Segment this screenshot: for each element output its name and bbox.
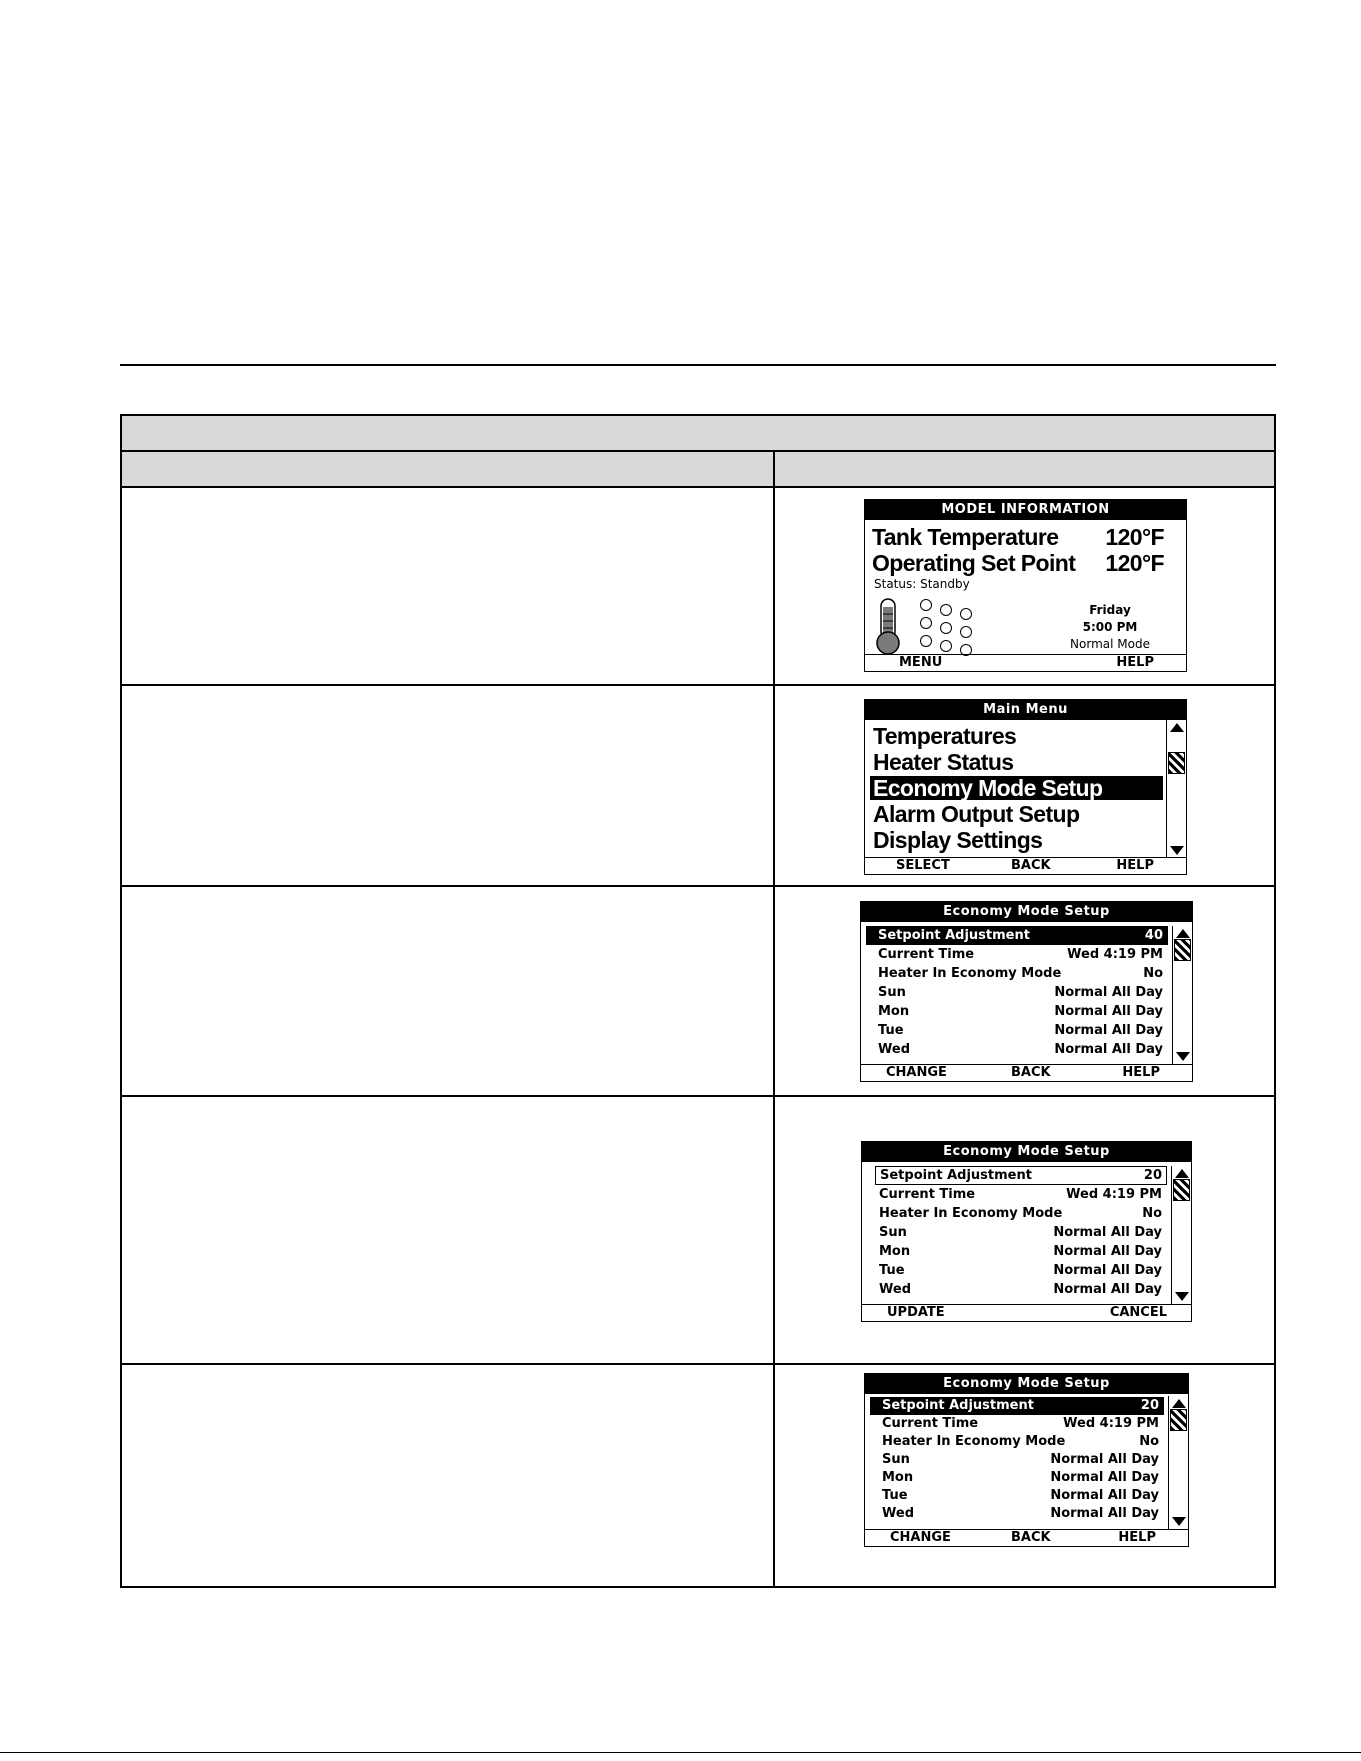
item-label: Setpoint Adjustment	[880, 1168, 1032, 1183]
item-label: Heater In Economy Mode	[878, 966, 1062, 981]
lcd-screen-main-menu	[864, 699, 1187, 875]
table-row	[122, 488, 1274, 686]
softkey-bar	[865, 654, 1186, 671]
time-text: 5:00 PM	[1082, 620, 1138, 634]
list-item-setpoint-adjustment[interactable]	[870, 1397, 1164, 1415]
step-cell	[122, 488, 775, 684]
scroll-up-icon[interactable]	[1170, 723, 1184, 732]
softkey-change[interactable]: CHANGE	[886, 1065, 947, 1080]
indicator-led-icon	[920, 599, 932, 611]
item-label: Heater In Economy Mode	[882, 1434, 1066, 1449]
scrollbar[interactable]	[1171, 1166, 1191, 1304]
item-label: Mon	[879, 1244, 911, 1259]
item-value: No	[1143, 966, 1163, 981]
procedure-table	[120, 414, 1276, 1588]
header-rule	[120, 364, 1276, 366]
header-cell-display	[775, 452, 1274, 486]
item-value: Normal All Day	[1053, 1244, 1162, 1259]
softkey-help[interactable]: HELP	[1122, 1065, 1160, 1080]
scrollbar[interactable]	[1168, 1396, 1188, 1529]
list-item[interactable]	[862, 1242, 1169, 1261]
mode-text: Normal Mode	[1070, 637, 1150, 651]
operating-setpoint-label: Operating Set Point	[872, 550, 1076, 576]
step-cell	[122, 1365, 775, 1586]
menu-item-heater-status[interactable]: Heater Status	[873, 749, 1014, 775]
item-value: No	[1139, 1434, 1159, 1449]
indicator-led-icon	[960, 608, 972, 620]
list-item[interactable]	[862, 1185, 1169, 1204]
item-label: Mon	[882, 1470, 914, 1485]
menu-item-economy-mode-setup[interactable]: Economy Mode Setup	[870, 776, 1163, 800]
table-title-bar	[122, 416, 1274, 452]
table-row	[122, 887, 1274, 1097]
item-label: Mon	[878, 1004, 910, 1019]
lcd-screen-economy-updated	[864, 1373, 1189, 1547]
item-label: Tue	[882, 1488, 908, 1503]
lcd-title: Economy Mode Setup	[862, 1142, 1191, 1162]
indicator-led-icon	[920, 635, 932, 647]
footer-rule	[0, 1752, 1361, 1753]
display-cell	[775, 1365, 1274, 1586]
list-item[interactable]	[862, 1261, 1169, 1280]
item-label: Sun	[878, 985, 906, 1000]
tank-temperature-value: 120°F	[1105, 524, 1164, 550]
item-value: 40	[1144, 928, 1163, 943]
table-row	[122, 686, 1274, 887]
softkey-bar	[865, 857, 1186, 874]
settings-list	[865, 1397, 1166, 1523]
item-value: Normal All Day	[1054, 985, 1163, 1000]
softkey-select[interactable]: SELECT	[896, 858, 950, 873]
softkey-back[interactable]: BACK	[1011, 1065, 1051, 1080]
table-row	[122, 1365, 1274, 1586]
scroll-down-icon[interactable]	[1170, 846, 1184, 855]
item-value: Normal All Day	[1050, 1470, 1159, 1485]
menu-item-alarm-output-setup[interactable]: Alarm Output Setup	[873, 801, 1080, 827]
display-cell	[775, 887, 1274, 1095]
list-item[interactable]	[861, 1002, 1170, 1021]
indicator-led-icon	[940, 604, 952, 616]
item-label: Current Time	[882, 1416, 979, 1431]
item-label: Tue	[878, 1023, 904, 1038]
scrollbar-thumb[interactable]	[1168, 752, 1185, 774]
item-label: Tue	[879, 1263, 905, 1278]
indicator-led-icon	[940, 640, 952, 652]
list-item[interactable]	[862, 1280, 1169, 1299]
scroll-up-icon[interactable]	[1175, 1169, 1189, 1178]
item-label: Setpoint Adjustment	[878, 928, 1030, 943]
item-label: Setpoint Adjustment	[882, 1398, 1034, 1413]
scrollbar-thumb[interactable]	[1174, 939, 1191, 961]
item-label: Sun	[882, 1452, 910, 1467]
scroll-down-icon[interactable]	[1175, 1292, 1189, 1301]
item-value: Normal All Day	[1054, 1023, 1163, 1038]
item-value: Normal All Day	[1053, 1282, 1162, 1297]
step-cell	[122, 1097, 775, 1363]
item-value: Normal All Day	[1050, 1452, 1159, 1467]
item-label: Wed	[879, 1282, 911, 1297]
softkey-update[interactable]: UPDATE	[887, 1305, 945, 1320]
list-item[interactable]	[861, 945, 1170, 964]
settings-list	[861, 926, 1170, 1059]
tank-temperature-label: Tank Temperature	[872, 524, 1059, 550]
item-value: Wed 4:19 PM	[1063, 1416, 1159, 1431]
list-item[interactable]	[865, 1487, 1166, 1505]
lcd-title: Economy Mode Setup	[865, 1374, 1188, 1394]
indicator-led-icon	[920, 617, 932, 629]
item-label: Sun	[879, 1225, 907, 1240]
softkey-help[interactable]: HELP	[1116, 858, 1154, 873]
list-item[interactable]	[865, 1469, 1166, 1487]
item-value: Wed 4:19 PM	[1067, 947, 1163, 962]
item-value: Normal All Day	[1053, 1263, 1162, 1278]
lcd-title: Main Menu	[865, 700, 1186, 720]
scrollbar-thumb[interactable]	[1173, 1179, 1190, 1201]
operating-setpoint-value: 120°F	[1105, 550, 1164, 576]
list-item[interactable]	[861, 964, 1170, 983]
settings-list	[862, 1166, 1169, 1299]
menu-item-temperatures[interactable]: Temperatures	[873, 723, 1017, 749]
list-item[interactable]	[862, 1223, 1169, 1242]
softkey-cancel[interactable]: CANCEL	[1109, 1305, 1167, 1320]
day-text: Friday	[1089, 603, 1131, 617]
scrollbar[interactable]	[1172, 926, 1192, 1064]
softkey-back[interactable]: BACK	[1011, 1530, 1051, 1545]
item-value: Normal All Day	[1050, 1506, 1159, 1521]
item-label: Heater In Economy Mode	[879, 1206, 1063, 1221]
lcd-screen-economy-setup	[860, 901, 1193, 1082]
scroll-up-icon[interactable]	[1172, 1399, 1186, 1408]
list-item-setpoint-adjustment-editing[interactable]	[875, 1166, 1167, 1185]
lcd-title: MODEL INFORMATION	[865, 500, 1186, 520]
softkey-change[interactable]: CHANGE	[890, 1530, 951, 1545]
header-cell-step	[122, 452, 775, 486]
scrollbar[interactable]	[1166, 720, 1186, 858]
list-item[interactable]	[862, 1204, 1169, 1223]
softkey-bar	[865, 1529, 1188, 1546]
indicator-led-icon	[960, 626, 972, 638]
indicator-led-icon	[940, 622, 952, 634]
status-text: Status: Standby	[874, 577, 970, 591]
list-item[interactable]	[865, 1451, 1166, 1469]
lcd-screen-economy-edit	[861, 1141, 1192, 1322]
softkey-help[interactable]: HELP	[1116, 655, 1154, 670]
item-value: Normal All Day	[1053, 1225, 1162, 1240]
scroll-down-icon[interactable]	[1176, 1052, 1190, 1061]
softkey-back[interactable]: BACK	[1011, 858, 1051, 873]
item-label: Wed	[882, 1506, 914, 1521]
item-value: No	[1142, 1206, 1162, 1221]
table-header-row	[122, 452, 1274, 488]
item-label: Wed	[878, 1042, 910, 1057]
item-label: Current Time	[879, 1187, 976, 1202]
step-cell	[122, 686, 775, 885]
item-value: Wed 4:19 PM	[1066, 1187, 1162, 1202]
item-value: Normal All Day	[1054, 1042, 1163, 1057]
softkey-menu[interactable]: MENU	[899, 655, 943, 670]
display-cell	[775, 1097, 1274, 1363]
display-cell	[775, 686, 1274, 885]
lcd-title: Economy Mode Setup	[861, 902, 1192, 922]
item-value: Normal All Day	[1050, 1488, 1159, 1503]
softkey-bar	[861, 1064, 1192, 1081]
item-label: Current Time	[878, 947, 975, 962]
scroll-down-icon[interactable]	[1172, 1517, 1186, 1526]
item-value[interactable]: 20	[1143, 1168, 1162, 1183]
scrollbar-thumb[interactable]	[1170, 1409, 1187, 1431]
thermometer-icon	[875, 597, 901, 655]
list-item[interactable]	[861, 1040, 1170, 1059]
list-item-setpoint-adjustment[interactable]	[866, 926, 1168, 945]
display-cell	[775, 488, 1274, 684]
list-item[interactable]	[865, 1505, 1166, 1523]
scroll-up-icon[interactable]	[1176, 929, 1190, 938]
menu-item-display-settings[interactable]: Display Settings	[873, 827, 1043, 853]
table-row	[122, 1097, 1274, 1365]
list-item[interactable]	[861, 983, 1170, 1002]
softkey-bar	[862, 1304, 1191, 1321]
item-value: Normal All Day	[1054, 1004, 1163, 1019]
item-value: 20	[1140, 1398, 1159, 1413]
lcd-screen-model-info	[864, 499, 1187, 672]
step-cell	[122, 887, 775, 1095]
softkey-help[interactable]: HELP	[1118, 1530, 1156, 1545]
list-item[interactable]	[861, 1021, 1170, 1040]
list-item[interactable]	[865, 1433, 1166, 1451]
list-item[interactable]	[865, 1415, 1166, 1433]
